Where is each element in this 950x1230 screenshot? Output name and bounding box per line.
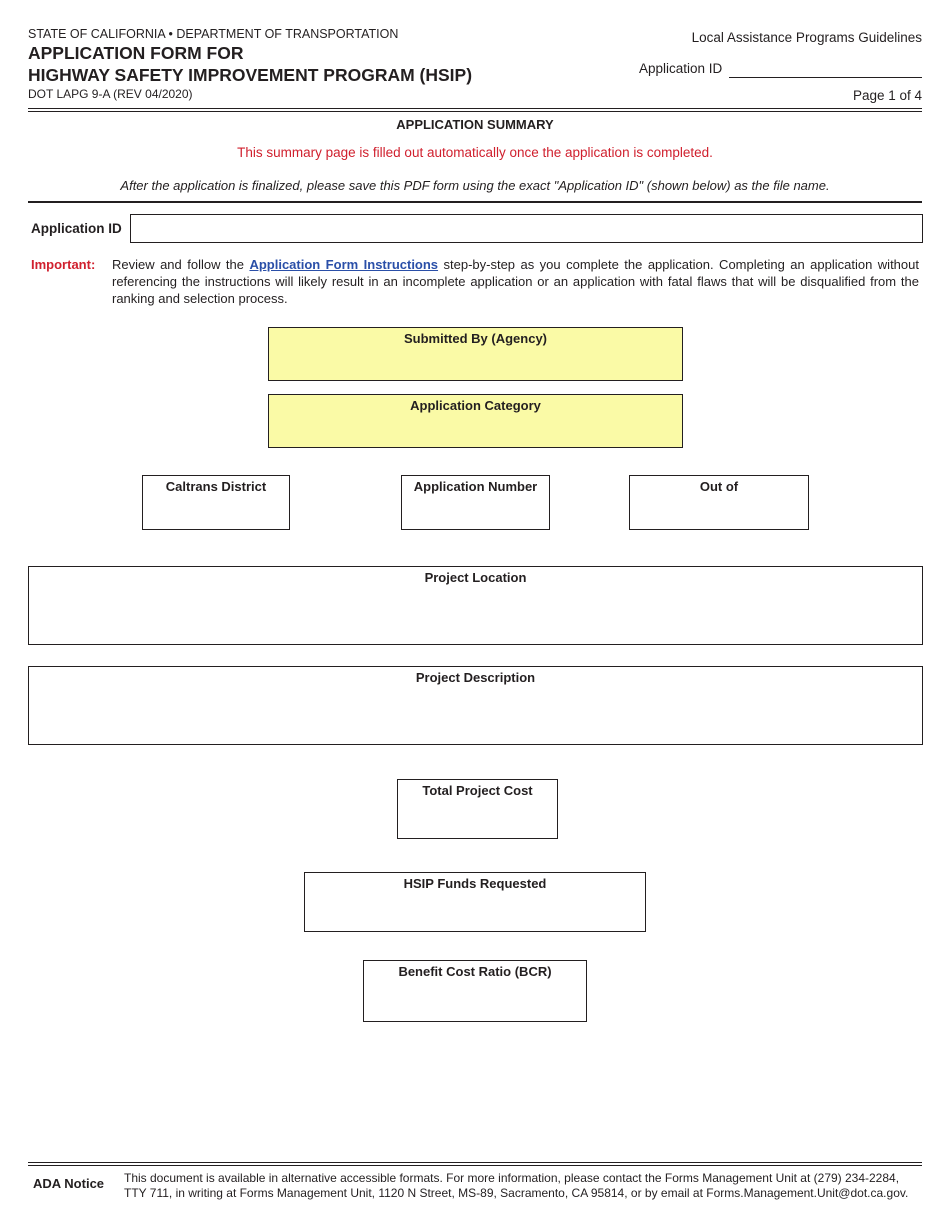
important-text-after: step-by-step as you complete the application. Completing an application without referencing the instructions will likely result in an incomplete application or an application with fatal flaws that will be disqualified from the ranking and selection process.: [112, 257, 919, 306]
total-project-cost-label: Total Project Cost: [422, 783, 533, 798]
important-text: [112, 256, 919, 307]
header-divider-bottom: [28, 111, 922, 112]
project-description-field[interactable]: [28, 666, 923, 745]
ada-notice-label: ADA Notice: [33, 1176, 105, 1191]
guidelines-label: Local Assistance Programs Guidelines: [691, 30, 922, 45]
hsip-funds-requested-label: HSIP Funds Requested: [403, 876, 547, 891]
benefit-cost-ratio-field[interactable]: [363, 960, 587, 1022]
footer-divider-bottom: [28, 1165, 922, 1166]
caltrans-district-label: Caltrans District: [165, 479, 267, 494]
application-number-field[interactable]: [401, 475, 550, 530]
form-title-line1: APPLICATION FORM FOR: [28, 43, 244, 63]
project-location-field[interactable]: [28, 566, 923, 645]
header-application-id-field[interactable]: [729, 77, 922, 78]
out-of-field[interactable]: [629, 475, 809, 530]
submitted-by-field[interactable]: [268, 327, 683, 381]
footer-divider-top: [28, 1162, 922, 1163]
total-project-cost-field[interactable]: [397, 779, 558, 839]
application-category-field[interactable]: [268, 394, 683, 448]
important-text-before: Review and follow the: [112, 257, 250, 272]
header-application-id-label: Application ID: [639, 61, 723, 76]
page-indicator: Page 1 of 4: [852, 88, 922, 103]
form-title-line2: HIGHWAY SAFETY IMPROVEMENT PROGRAM (HSIP): [28, 65, 473, 85]
section-divider: [28, 201, 922, 203]
caltrans-district-field[interactable]: [142, 475, 290, 530]
application-category-label: Application Category: [410, 398, 541, 413]
submitted-by-label: Submitted By (Agency): [403, 331, 547, 346]
project-description-label: Project Description: [415, 670, 536, 685]
form-number: DOT LAPG 9-A (REV 04/2020): [28, 87, 193, 101]
hsip-funds-requested-field[interactable]: [304, 872, 646, 932]
benefit-cost-ratio-label: Benefit Cost Ratio (BCR): [398, 964, 552, 979]
auto-fill-note: This summary page is filled out automatically once the application is completed.: [237, 145, 713, 160]
agency-line: STATE OF CALIFORNIA • DEPARTMENT OF TRANSPORTATION: [28, 27, 399, 41]
header-divider-top: [28, 108, 922, 109]
ada-notice-text: This document is available in alternative accessible formats. For more information, please contact the Forms Management Unit at (279) 234-2284, TTY 711, in writing at Forms Management Unit, 1120 N Street, MS-89, Sacramento, CA 95814, or by email at Forms.Management.Unit@dot.ca.gov.: [124, 1171, 909, 1200]
form-title: [28, 42, 472, 86]
application-id-field[interactable]: [130, 214, 923, 243]
application-number-label: Application Number: [413, 479, 538, 494]
instructions-link[interactable]: Application Form Instructions: [249, 257, 439, 272]
out-of-label: Out of: [699, 479, 739, 494]
save-instruction: After the application is finalized, please save this PDF form using the exact "Application ID" (shown below) as the file name.: [120, 178, 830, 193]
important-label: Important:: [31, 257, 96, 272]
project-location-label: Project Location: [424, 570, 527, 585]
summary-title: APPLICATION SUMMARY: [396, 117, 554, 132]
application-id-label: Application ID: [31, 221, 122, 236]
